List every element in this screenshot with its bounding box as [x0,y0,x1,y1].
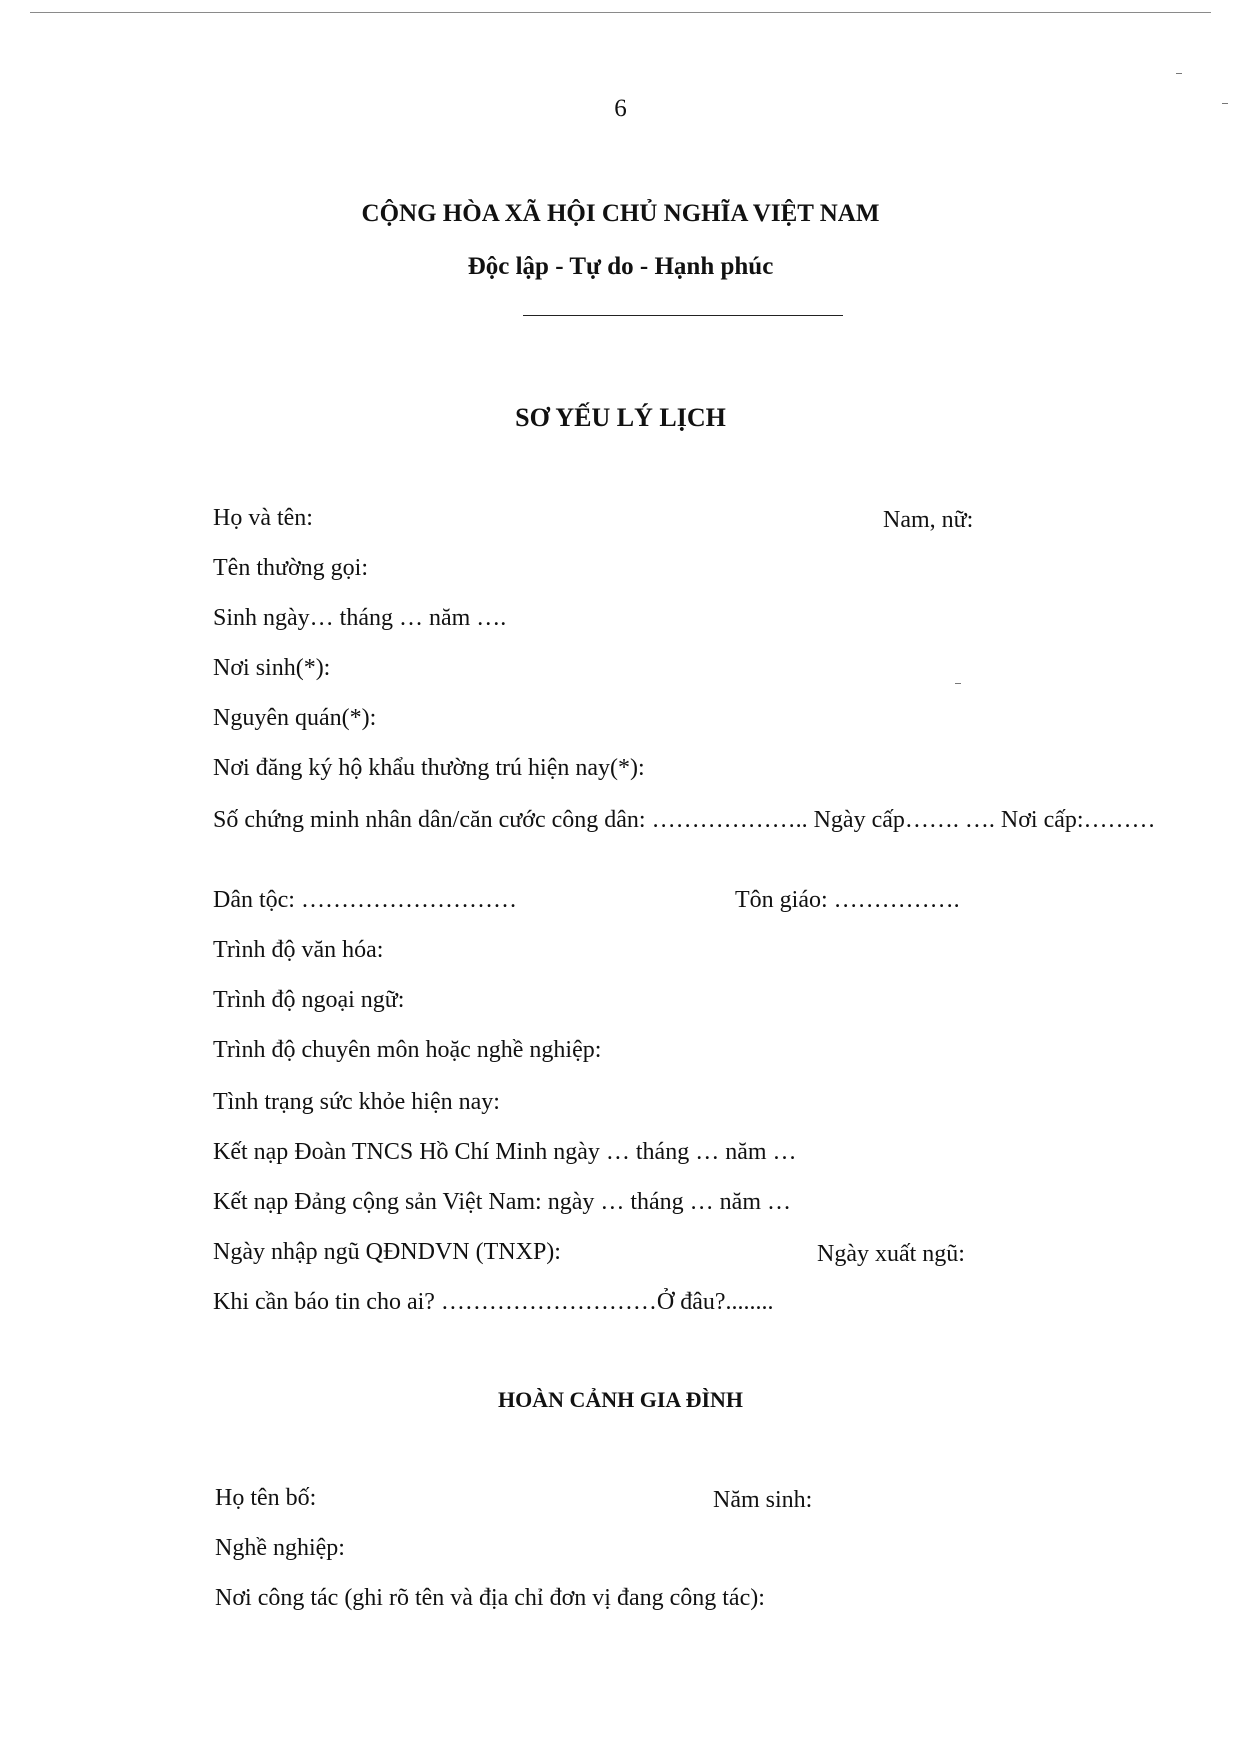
residence-field: Nơi đăng ký hộ khẩu thường trú hiện nay(*): [213,755,645,781]
father-job-field: Nghề nghiệp: [215,1535,345,1561]
scan-top-border [30,12,1211,13]
national-motto: Độc lập - Tự do - Hạnh phúc [467,253,774,280]
father-workplace-field: Nơi công tác (ghi rõ tên và địa chỉ đơn vị đang công tác): [215,1585,765,1611]
enlistment-field: Ngày nhập ngũ QĐNDVN (TNXP): [213,1239,561,1265]
profession-field: Trình độ chuyên môn hoặc nghề nghiệp: [213,1037,602,1063]
education-field: Trình độ văn hóa: [213,937,384,963]
common-name-field: Tên thường gọi: [213,555,369,581]
header-divider [523,315,843,316]
scan-speck [955,683,961,684]
emergency-contact-field: Khi cần báo tin cho ai? ………………………Ở đâu?........ [213,1289,774,1315]
father-birth-year-field: Năm sinh: [713,1487,813,1513]
scan-speck [1176,73,1182,74]
father-name-field: Họ tên bố: [215,1485,317,1511]
party-field: Kết nạp Đảng cộng sản Việt Nam: ngày … tháng … năm … [213,1189,791,1215]
religion-field: Tôn giáo: ……………. [735,887,960,913]
youth-union-field: Kết nạp Đoàn TNCS Hồ Chí Minh ngày … tháng … năm … [213,1139,797,1165]
document-title: SƠ YẾU LÝ LỊCH [515,403,726,432]
family-section-title: HOÀN CẢNH GIA ĐÌNH [497,1387,744,1412]
gender-field: Nam, nữ: [883,507,974,533]
page-number: 6 [614,95,627,122]
full-name-field: Họ và tên: [213,505,313,531]
id-card-field: Số chứng minh nhân dân/căn cước công dân: ……………….. Ngày cấp……. …. Nơi cấp:……… [213,807,1156,833]
discharge-field: Ngày xuất ngũ: [817,1241,965,1267]
native-place-field: Nguyên quán(*): [213,705,377,731]
birth-place-field: Nơi sinh(*): [213,655,331,681]
national-title: CỘNG HÒA XÃ HỘI CHỦ NGHĨA VIỆT NAM [361,200,880,227]
health-field: Tình trạng sức khỏe hiện nay: [213,1089,500,1115]
birth-date-field: Sinh ngày… tháng … năm …. [213,605,507,631]
foreign-language-field: Trình độ ngoại ngữ: [213,987,405,1013]
ethnicity-field: Dân tộc: ……………………… [213,887,517,913]
